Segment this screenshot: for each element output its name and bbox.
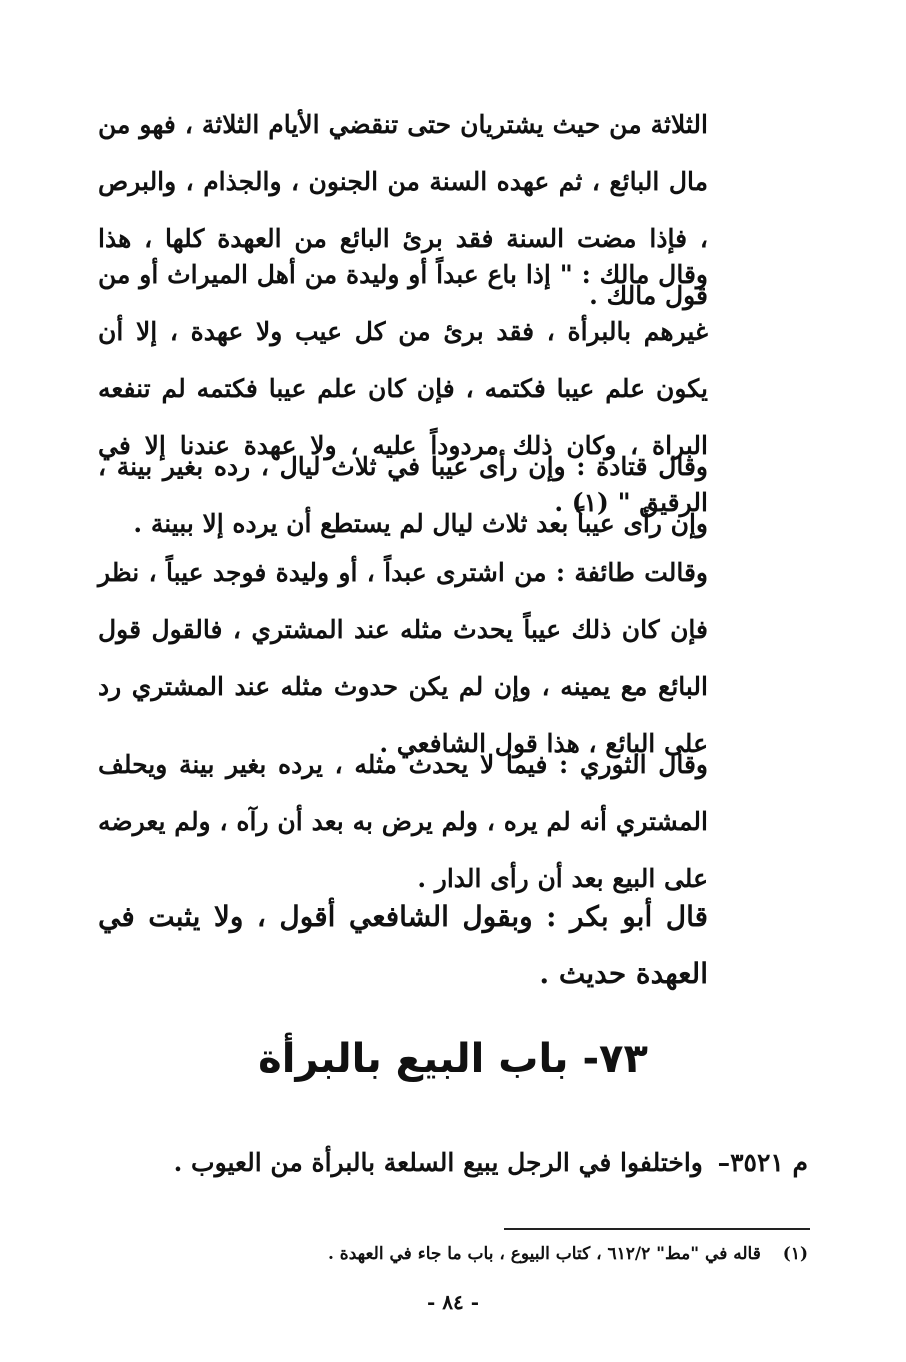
paragraph-qatada: وقال قتادة : وإن رأى عيبا في ثلاث ليال ، رده بغير بينة ، وإن رأى عيباً بعد ثلاث ليال لم يستطع أن يرده إلا ببينة .	[98, 452, 708, 538]
chapter-heading: ٧٣- باب البيع بالبرأة	[258, 1036, 648, 1082]
footnote	[98, 1244, 808, 1264]
item-text: واختلفوا في الرجل يبيع السلعة بالبرأة من العيوب .	[173, 1148, 703, 1177]
page-number: - ٨٤ -	[426, 1290, 479, 1314]
paragraph-continuation: الثلاثة من حيث يشتريان حتى تنقضي الأيام الثلاثة ، فهو من مال البائع ، ثم عهده السنة من الجنون ، والجذام ، والبرص ، فإذا مضت السنة فقد برئ البائع من العهدة كلها ، هذا قول مالك .	[98, 110, 708, 310]
paragraph-abu-bakr: قال أبو بكر : وبقول الشافعي أقول ، ولا يثبت في العهدة حديث .	[98, 900, 708, 990]
footnote-text: قاله في "مط" ٦١٢/٢ ، كتاب البيوع ، باب ما جاء في العهدة .	[327, 1244, 761, 1264]
paragraph-malik-quote: وقال مالك : " إذا باع عبداً أو وليدة من أهل الميراث أو من غيرهم بالبرأة ، فقد برئ من كل عيب ولا عهدة ، إلا أن يكون علم عيبا فكتمه ، فإن كان علم عيبا فكتمه لم تنفعه البراة ، وكان ذلك مردوداً عليه ، ولا عهدة عندنا إلا في الرقيق " (١) .	[98, 260, 708, 517]
footnote-mark: (١)	[782, 1244, 808, 1264]
item-number: م ٣٥٢١–	[717, 1148, 808, 1177]
paragraph-thawri: وقال الثوري : فيما لا يحدث مثله ، يرده بغير بينة ويحلف المشتري أنه لم يره ، ولم يرض به بعد أن رآه ، ولم يعرضه على البيع بعد أن رأى الدار .	[98, 750, 708, 893]
numbered-item	[88, 1148, 808, 1177]
footnote-divider	[504, 1228, 810, 1230]
paragraph-taifa: وقالت طائفة : من اشترى عبداً ، أو وليدة فوجد عيباً ، نظر فإن كان ذلك عيباً يحدث مثله عند المشتري ، فالقول قول البائع مع يمينه ، وإن لم يكن حدوث مثله عند المشتري رد على البائع ، هذا قول الشافعي .	[98, 558, 708, 758]
